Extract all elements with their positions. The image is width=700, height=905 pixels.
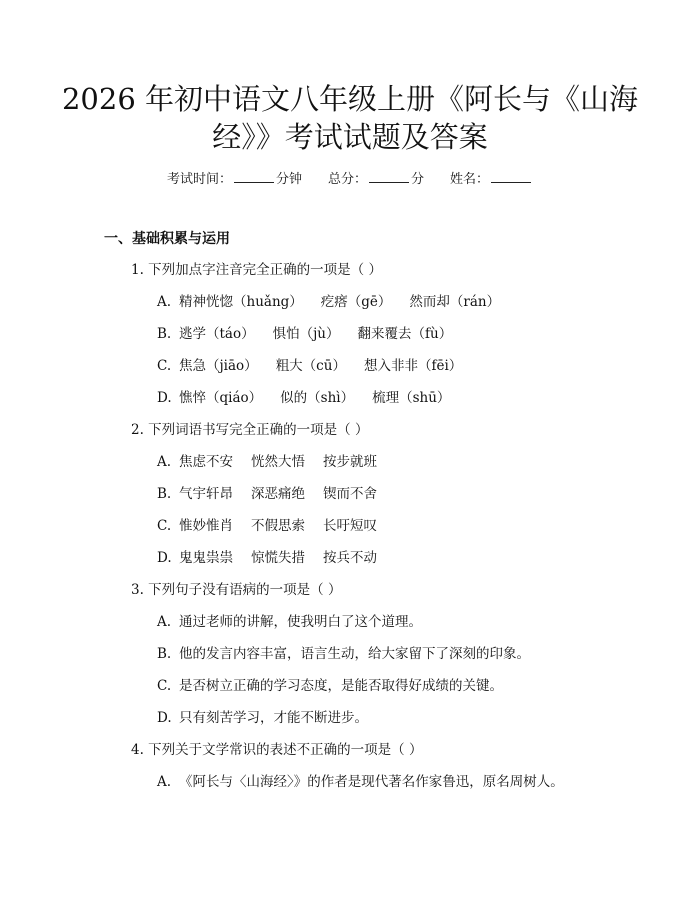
option-letter: A. [157, 774, 172, 790]
answer-option [157, 548, 377, 568]
exam-time-blank [234, 168, 274, 183]
answer-option [157, 324, 452, 344]
option-letter: B. [157, 486, 172, 502]
question-stem: 3. 下列句子没有语病的一项是（ ） [131, 582, 342, 598]
option-term: 粗大（cū） [275, 358, 346, 374]
option-letter: D. [157, 710, 172, 726]
option-term: 鬼鬼祟祟 [179, 550, 233, 566]
answer-option [157, 484, 377, 504]
exam-time-field [167, 168, 302, 190]
option-term: 惟妙惟肖 [179, 518, 233, 534]
option-term: 气宇轩昂 [179, 486, 233, 502]
option-term: 按兵不动 [323, 550, 377, 566]
option-term: 按步就班 [323, 454, 377, 470]
option-letter: B. [157, 326, 172, 342]
option-term: 逃学（táo） [179, 326, 255, 342]
option-letter: C. [157, 518, 172, 534]
option-term: 不假思索 [251, 518, 305, 534]
answer-option [157, 292, 500, 312]
option-term: 焦急（jiāo） [179, 358, 258, 374]
answer-option [157, 612, 422, 632]
option-term: 惊慌失措 [251, 550, 305, 566]
option-term: 恍然大悟 [251, 454, 305, 470]
section-heading: 一、基础积累与运用 [104, 231, 230, 247]
option-letter: A. [157, 614, 172, 630]
option-term: 焦虑不安 [179, 454, 233, 470]
option-letter: C. [157, 678, 172, 694]
option-term: 锲而不舍 [323, 486, 377, 502]
option-letter: B. [157, 646, 172, 662]
answer-option [157, 356, 462, 376]
option-term: 似的（shì） [280, 390, 355, 406]
student-name-blank [491, 168, 531, 183]
option-term: 憔悴（qiáo） [179, 390, 263, 406]
exam-info-row [0, 168, 700, 190]
option-text: 《阿长与〈山海经〉》的作者是现代著名作家鲁迅，原名周树人。 [179, 774, 564, 790]
total-score-field [328, 168, 424, 190]
option-text: 通过老师的讲解，使我明白了这个道理。 [179, 614, 422, 630]
answer-option [157, 772, 564, 792]
exam-time-label: 考试时间： [166, 172, 232, 187]
option-letter: C. [157, 358, 172, 374]
document-title-line2: 经》》考试试题及答案 [212, 120, 488, 154]
answer-option [157, 388, 450, 408]
option-term: 想入非非（fēi） [363, 358, 463, 374]
option-term: 惧怕（jù） [272, 326, 340, 342]
option-term: 深恶痛绝 [251, 486, 305, 502]
question-stem: 2. 下列词语书写完全正确的一项是（ ） [131, 422, 369, 438]
student-name-label: 姓名： [450, 172, 490, 187]
option-term: 精神恍惚（huǎng） [179, 294, 303, 310]
option-letter: D. [157, 390, 172, 406]
answer-option [157, 708, 368, 728]
answer-option [157, 644, 530, 664]
document-title-line1: 2026 年初中语文八年级上册《阿长与《山海 [61, 82, 639, 116]
option-letter: A. [157, 294, 172, 310]
option-term: 长吁短叹 [323, 518, 377, 534]
total-score-blank [369, 168, 409, 183]
option-letter: D. [157, 550, 172, 566]
option-letter: A. [157, 454, 172, 470]
total-score-label: 总分： [327, 172, 367, 187]
option-text: 是否树立正确的学习态度，是能否取得好成绩的关键。 [179, 678, 503, 694]
option-term: 翻来覆去（fù） [357, 326, 453, 342]
option-term: 梳理（shū） [372, 390, 451, 406]
exam-time-unit: 分钟 [275, 172, 302, 187]
total-score-unit: 分 [411, 172, 425, 187]
answer-option [157, 452, 377, 472]
option-text: 只有刻苦学习，才能不断进步。 [179, 710, 368, 726]
option-term: 然而却（rán） [409, 294, 501, 310]
answer-option [157, 516, 377, 536]
option-text: 他的发言内容丰富，语言生动，给大家留下了深刻的印象。 [179, 646, 530, 662]
answer-option [157, 676, 503, 696]
option-term: 疙瘩（gē） [320, 294, 392, 310]
question-stem: 1. 下列加点字注音完全正确的一项是（ ） [131, 262, 382, 278]
question-stem: 4. 下列关于文学常识的表述不正确的一项是（ ） [131, 742, 423, 758]
student-name-field [450, 168, 533, 190]
